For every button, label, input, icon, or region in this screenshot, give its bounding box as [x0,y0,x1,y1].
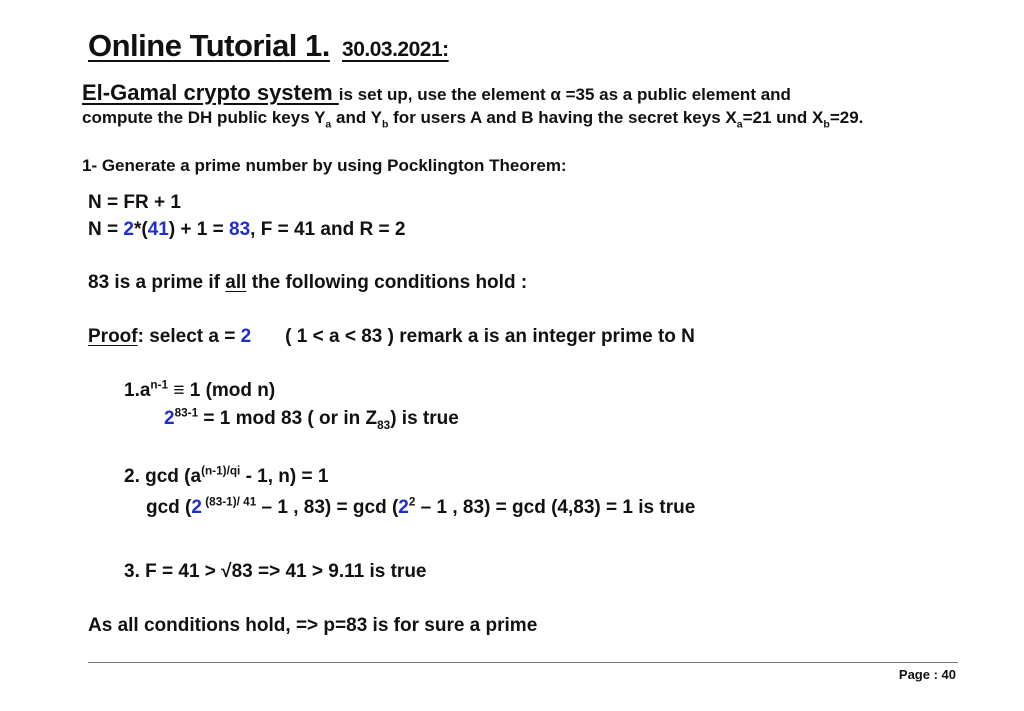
cond-text: the following conditions hold : [246,272,528,293]
intro-line-1 [82,80,791,106]
value-r: 2 [123,219,134,240]
step-heading: 1- Generate a prime number by using Pocklington Theorem: [82,156,567,175]
intro-text: =21 und X [742,108,824,127]
conditions-statement [88,272,527,294]
title-date: 30.03.2021: [342,38,449,61]
c1-text: 1.a [124,380,151,401]
intro-lead: El-Gamal crypto system [82,80,339,105]
intro-text: for users A and B having the secret keys X [388,108,737,127]
condition-2-check [146,497,695,519]
condition-1 [124,380,275,402]
subscript: b [823,118,830,131]
c1-text: ≡ 1 (mod n) [168,380,276,401]
calc-text: *( [133,219,148,240]
cond-all: all [225,272,247,293]
condition-1-check [164,408,459,430]
c2-text: – 1 , 83) = gcd ( [256,497,399,518]
page-title [88,28,449,64]
alpha-symbol: α [550,85,561,104]
intro-text: compute the DH public keys Y [82,108,326,127]
c2-text: – 1 , 83) = gcd (4,83) = 1 is true [415,497,696,518]
c2-base: 2 [191,497,202,518]
superscript: (n-1)/qi [201,464,241,478]
proof-text: : select a = [137,326,241,347]
value-f: 41 [147,219,169,240]
n-calculation [88,219,405,241]
c1-base: 2 [164,408,175,429]
c2-text: gcd ( [146,497,192,518]
c2-base-2: 2 [398,497,409,518]
intro-text: =35 as a public element and [560,85,791,104]
condition-2 [124,466,328,488]
proof-line [88,326,695,348]
subscript: a [325,118,332,131]
c2-text: - 1, n) = 1 [240,466,329,487]
c2-text: 2. gcd (a [124,466,202,487]
superscript: 2 [408,495,416,509]
subscript: 83 [377,418,391,432]
condition-3: 3. F = 41 > √83 => 41 > 9.11 is true [124,561,427,582]
superscript: (83-1)/ 41 [201,495,257,509]
intro-line-2 [82,108,864,131]
calc-text: , F = 41 and R = 2 [250,219,406,240]
page-number: Page : 40 [898,667,956,682]
c1-text: = 1 mod 83 ( or in Z [198,408,378,429]
cond-text: 83 is a prime if [88,272,226,293]
superscript: 83-1 [174,406,199,420]
value-n: 83 [229,219,251,240]
proof-label: Proof [88,326,138,347]
subscript: b [381,118,389,131]
subscript: a [736,118,743,131]
c1-text: ) is true [390,408,459,429]
footer-divider [88,662,958,663]
superscript: n-1 [150,378,169,392]
intro-text: and Y [331,108,382,127]
intro-text: is set up, use the element [338,85,551,104]
calc-text: ) + 1 = [168,219,230,240]
proof-text: ( 1 < a < 83 ) remark a is an integer prime to N [285,326,695,347]
conclusion: As all conditions hold, => p=83 is for sure a prime [88,615,538,636]
formula-line: N = FR + 1 [88,192,181,213]
title-main: Online Tutorial 1. [88,28,330,63]
calc-text: N = [88,219,124,240]
value-a: 2 [240,326,252,347]
intro-text: =29. [829,108,864,127]
